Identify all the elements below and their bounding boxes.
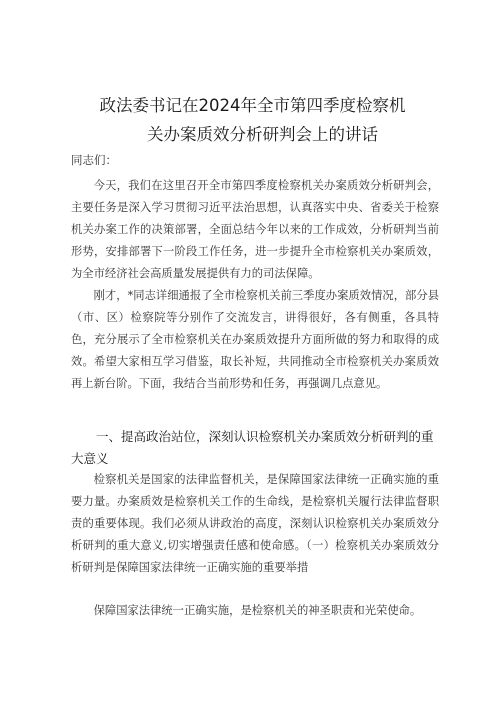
body-paragraph-1: 今天，我们在这里召开全市第四季度检察机关办案质效分析研判会，主要任务是深入学习贯彻习近平法治思想，认真落实中央、省委关于检察机关办案工作的决策部署，全面总结今年以来的工作成效，分析研判当前形势，安排部署下一阶段工作任务，进一步提升全市检察机关办案质效，为全市经济社会高质量发展提供有力的司法保障。 <box>71 179 439 280</box>
body-paragraph-2: 刚才，*同志详细通报了全市检察机关前三季度办案质效情况，部分县（市、区）检察院等分别作了交流发言，讲得很好，各有侧重，各具特色，充分展示了全市检察机关在办案质效提升方面所做的努力和取得的成效。希望大家相互学习借鉴，取长补短，共同推动全市检察机关办案质效再上新台阶。下面，我结合当前形势和任务，再强调几点意见。 <box>71 289 439 390</box>
body-paragraph-3: 检察机关是国家的法律监督机关，是保障国家法律统一正确实施的重要力量。办案质效是检察机关工作的生命线，是检察机关履行法律监督职责的重要体现。我们必须从讲政治的高度，深刻认识检察机关办案质效分析研判的重大意义,切实增强责任感和使命感。（一）检察机关办案质效分析研判是保障国家法律统一正确实施的重要举措 <box>71 473 439 574</box>
document-title-line-1: 政法委书记在2024年全市第四季度检察机 <box>99 96 406 115</box>
section-heading-1: 一、提高政治站位，深刻认识检察机关办案质效分析研判的重大意义 <box>71 429 434 466</box>
document-title-line-2: 关办案质效分析研判会上的讲话 <box>147 125 378 144</box>
salutation: 同志们： <box>71 153 117 167</box>
body-paragraph-4: 保障国家法律统一正确实施，是检察机关的神圣职责和光荣使命。 <box>93 604 422 617</box>
